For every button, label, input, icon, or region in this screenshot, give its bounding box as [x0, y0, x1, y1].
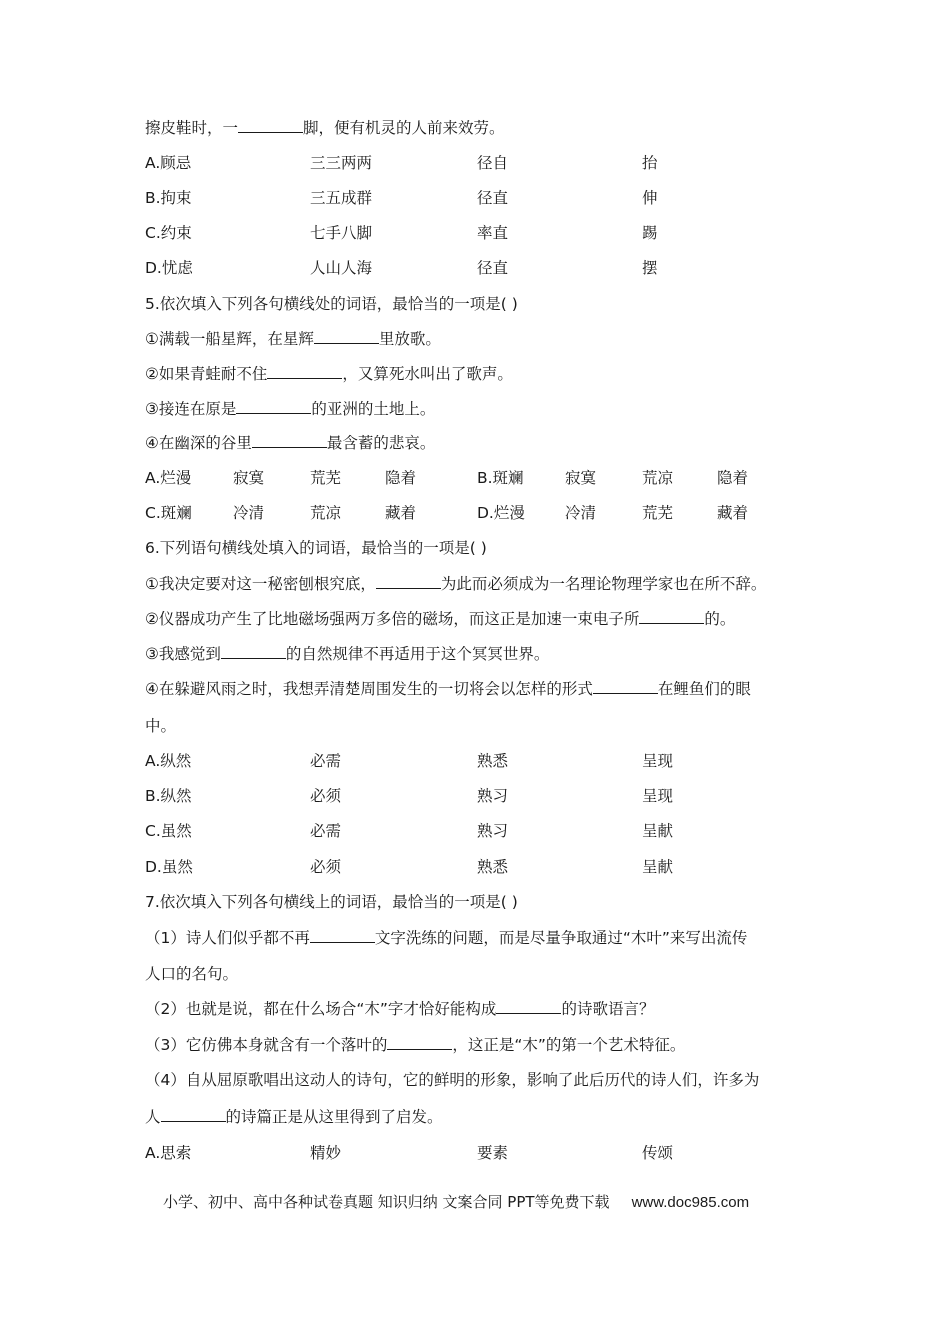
option-label: C.斑斓: [145, 504, 192, 522]
q5-sentence-4: [145, 431, 830, 455]
option-word: 径直: [477, 189, 509, 207]
option-word: 三三两两: [310, 154, 373, 172]
q5-sentence-1: [145, 327, 830, 351]
option-word: 传颂: [642, 1144, 674, 1162]
sentence-text: 人: [145, 1108, 161, 1126]
sentence-text: 最含蓄的悲哀。: [326, 434, 436, 452]
footer-site-link[interactable]: www.doc985.com: [631, 1194, 750, 1211]
blank-line: [387, 1033, 452, 1050]
option-word: 必需: [310, 822, 342, 840]
option-word: 径直: [477, 259, 509, 277]
blank-line: [238, 116, 303, 133]
blank-line: [496, 997, 561, 1014]
option-word: 冷清: [565, 504, 597, 522]
sentence-text: ，又算死水叫出了歌声。: [342, 365, 513, 383]
q6-sentence-4-cont: 中。: [145, 717, 177, 735]
option-word: 冷清: [233, 504, 265, 522]
sentence-text: 的亚洲的土地上。: [311, 400, 436, 418]
blank-line: [310, 926, 375, 943]
sentence-text: 文字洗练的问题，而是尽量争取通过“木叶”来写出流传: [374, 929, 748, 947]
q6-title: 6.下列语句横线处填入的词语，最恰当的一项是( ): [145, 539, 487, 557]
option-word: 率直: [477, 224, 509, 242]
option-label: C.约束: [145, 224, 192, 242]
q6-sentence-3: [145, 642, 830, 666]
option-word: 抬: [642, 154, 658, 172]
option-word: 径自: [477, 154, 509, 172]
option-word: 荒凉: [310, 504, 342, 522]
option-word: 必需: [310, 752, 342, 770]
footer-text: 小学、初中、高中各种试卷真题 知识归纳 文案合同 PPT等免费下载: [163, 1193, 610, 1211]
option-word: 熟悉: [477, 752, 509, 770]
option-word: 荒凉: [642, 469, 674, 487]
option-word: 呈现: [642, 787, 674, 805]
option-label: A.思索: [145, 1144, 192, 1162]
blank-line: [314, 327, 379, 344]
option-word: 藏着: [385, 504, 417, 522]
sentence-text: 的诗歌语言？: [561, 1000, 655, 1018]
q5-sentence-2: [145, 362, 830, 386]
sentence-text: ④在幽深的谷里: [145, 434, 252, 452]
option-word: 寂寞: [565, 469, 597, 487]
option-word: 精妙: [310, 1144, 342, 1162]
option-label: B.斑斓: [477, 469, 524, 487]
option-word: 人山人海: [310, 259, 373, 277]
option-word: 摆: [642, 259, 658, 277]
sentence-text: ③接连在原是: [145, 400, 237, 418]
sentence-text: ①我决定要对这一秘密刨根究底，: [145, 575, 376, 593]
option-label: B.纵然: [145, 787, 192, 805]
sentence-text: 为此而必须成为一名理论物理学家也在所不辞。: [440, 575, 767, 593]
option-label: A.烂漫: [145, 469, 192, 487]
option-word: 藏着: [717, 504, 749, 522]
sentence-text: ①满载一船星辉，在星辉: [145, 330, 314, 348]
q6-sentence-2: [145, 607, 830, 631]
option-label: B.拘束: [145, 189, 192, 207]
sentence-text: 的。: [704, 610, 736, 628]
option-word: 隐着: [717, 469, 749, 487]
blank-line: [593, 677, 658, 694]
blank-line: [161, 1105, 226, 1122]
q5-sentence-3: [145, 397, 830, 421]
option-word: 三五成群: [310, 189, 373, 207]
option-label: C.虽然: [145, 822, 192, 840]
sentence-text: ③我感觉到: [145, 645, 221, 663]
option-label: A.纵然: [145, 752, 192, 770]
sentence-text: ②仪器成功产生了比地磁场强两万多倍的磁场，而这正是加速一束电子所: [145, 610, 640, 628]
sentence-text: 的自然规律不再适用于这个冥冥世界。: [285, 645, 550, 663]
q6-sentence-4: [145, 677, 830, 701]
page-footer: [163, 1190, 749, 1214]
option-word: 必须: [310, 787, 342, 805]
q5-title: 5.依次填入下列各句横线处的词语，最恰当的一项是( ): [145, 295, 518, 313]
option-word: 呈献: [642, 822, 674, 840]
q7-sentence-2: [145, 997, 830, 1021]
option-word: 七手八脚: [310, 224, 373, 242]
option-word: 必须: [310, 858, 342, 876]
sentence-text: （3）它仿佛本身就含有一个落叶的: [145, 1036, 388, 1054]
option-word: 荒芜: [310, 469, 342, 487]
sentence-text: 擦皮鞋时，一: [145, 119, 239, 137]
blank-line: [376, 572, 441, 589]
q7-sentence-1: [145, 926, 830, 950]
option-word: 熟习: [477, 822, 509, 840]
blank-line: [639, 607, 704, 624]
sentence-text: 里放歌。: [378, 330, 441, 348]
option-label: D.忧虑: [145, 259, 193, 277]
q7-sentence-4-cont: [145, 1105, 830, 1129]
q7-sentence-4: （4）自从屈原歌唱出这动人的诗句，它的鲜明的形象，影响了此后历代的诗人们，许多为: [145, 1071, 760, 1089]
q7-sentence-1-cont: 人口的名句。: [145, 965, 239, 983]
q7-title: 7.依次填入下列各句横线上的词语，最恰当的一项是( ): [145, 893, 518, 911]
option-label: A.顾忌: [145, 154, 192, 172]
option-word: 熟习: [477, 787, 509, 805]
option-word: 熟悉: [477, 858, 509, 876]
option-word: 要素: [477, 1144, 509, 1162]
blank-line: [221, 642, 286, 659]
option-word: 荒芜: [642, 504, 674, 522]
option-word: 隐着: [385, 469, 417, 487]
option-word: 伸: [642, 189, 658, 207]
option-word: 寂寞: [233, 469, 265, 487]
sentence-text: 脚，便有机灵的人前来效劳。: [303, 119, 505, 137]
option-word: 踢: [642, 224, 658, 242]
option-label: D.虽然: [145, 858, 193, 876]
blank-line: [267, 362, 342, 379]
blank-line: [236, 397, 311, 414]
q7-sentence-3: [145, 1033, 830, 1057]
option-word: 呈现: [642, 752, 674, 770]
sentence-text: （2）也就是说，都在什么场合“木”字才恰好能构成: [145, 1000, 497, 1018]
sentence-text: （1）诗人们似乎都不再: [145, 929, 310, 947]
sentence-text: 在鲤鱼们的眼: [657, 680, 751, 698]
option-word: 呈献: [642, 858, 674, 876]
sentence-text: ②如果青蛙耐不住: [145, 365, 268, 383]
option-label: D.烂漫: [477, 504, 525, 522]
sentence-text: ，这正是“木”的第一个艺术特征。: [452, 1036, 686, 1054]
sentence-text: ④在躲避风雨之时，我想弄清楚周围发生的一切将会以怎样的形式: [145, 680, 593, 698]
q4-tail-sentence: [145, 116, 830, 140]
sentence-text: 的诗篇正是从这里得到了启发。: [225, 1108, 443, 1126]
q6-sentence-1: [145, 572, 830, 596]
blank-line: [252, 431, 327, 448]
